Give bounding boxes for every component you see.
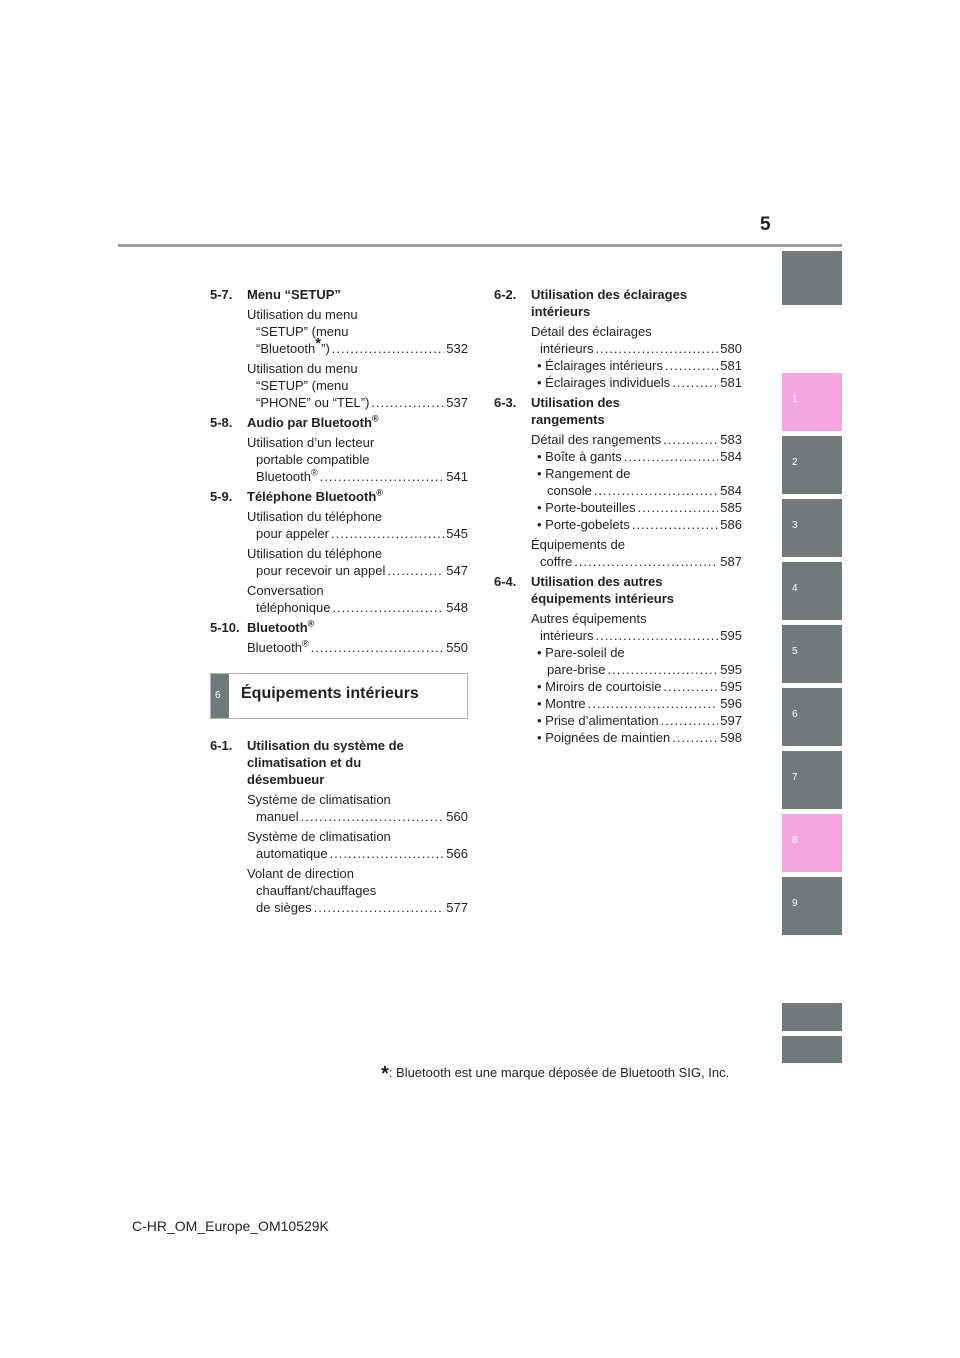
page-ref: 595: [720, 628, 742, 643]
side-tab-3[interactable]: 3: [782, 499, 842, 557]
toc-bullet-item[interactable]: • Rangement de console ..... 584: [531, 465, 742, 499]
page-ref: 595: [720, 662, 742, 677]
page-ref: 585: [720, 500, 742, 515]
section-6-1[interactable]: 6-1. Utilisation du système de climatisation et du désembueur: [210, 738, 404, 787]
toc-bullet-item[interactable]: • Porte-bouteilles ..... 585: [531, 499, 742, 516]
section-6-4[interactable]: 6-4. Utilisation des autres équipements intérieurs: [494, 574, 675, 606]
toc-entry[interactable]: Utilisation du téléphone pour recevoir un appel ..... 547: [210, 545, 468, 579]
asterisk-mark: *: [381, 1063, 389, 1085]
page-ref: 596: [720, 696, 742, 711]
page-ref: 581: [720, 375, 742, 390]
toc-bullet-item[interactable]: • Prise d’alimentation ..... 597: [531, 712, 742, 729]
chapter-heading-6[interactable]: [210, 673, 468, 719]
page-number: 5: [760, 214, 771, 235]
page-ref: 597: [720, 713, 742, 728]
page-ref: 580: [720, 341, 742, 356]
toc-entry[interactable]: Utilisation du menu “SETUP” (menu “Bluetooth*”) ..... 532: [210, 306, 468, 357]
registered-mark: ®: [307, 618, 315, 629]
page-ref: 532: [446, 341, 468, 356]
toc-entry[interactable]: Système de climatisation automatique ..... 566: [210, 828, 468, 862]
toc-bullet-item[interactable]: • Pare-soleil de pare-brise ..... 595: [531, 644, 742, 678]
section-5-8[interactable]: 5-8. Audio par Bluetooth®: [210, 413, 379, 430]
page-ref: 583: [720, 432, 742, 447]
toc-bullet-item[interactable]: • Éclairages intérieurs ..... 581: [531, 357, 742, 374]
page-ref: 581: [720, 358, 742, 373]
toc-column-left: [210, 286, 468, 659]
toc-entry[interactable]: Système de climatisation manuel ..... 560: [210, 791, 468, 825]
page-ref: 541: [446, 469, 468, 484]
toc-bullet-item[interactable]: • Boîte à gants ..... 584: [531, 448, 742, 465]
page-ref: 584: [720, 449, 742, 464]
toc-entry[interactable]: Conversation téléphonique ..... 548: [210, 582, 468, 616]
toc-bullet-item[interactable]: • Poignées de maintien ..... 598: [531, 729, 742, 746]
toc-bullet-item[interactable]: • Porte-gobelets ..... 586: [531, 516, 742, 533]
registered-mark: ®: [310, 467, 318, 478]
page-ref: 566: [446, 846, 468, 861]
side-tab-6[interactable]: 6: [782, 688, 842, 746]
side-tab-9[interactable]: 9: [782, 877, 842, 935]
side-tab-bottom-1[interactable]: [782, 1003, 842, 1031]
toc-entry[interactable]: Bluetooth® ..... 550: [210, 639, 468, 656]
trademark-footnote: *: Bluetooth est une marque déposée de Bluetooth SIG, Inc.: [381, 1063, 730, 1085]
page-ref: 560: [446, 809, 468, 824]
registered-mark: ®: [301, 638, 309, 649]
page-ref: 547: [446, 563, 468, 578]
toc-entry[interactable]: Utilisation d’un lecteur portable compatible Bluetooth® ..... 541: [210, 434, 468, 485]
side-tab-2[interactable]: 2: [782, 436, 842, 494]
registered-mark: ®: [371, 413, 379, 424]
page-ref: 577: [446, 900, 468, 915]
toc-entry[interactable]: Utilisation du menu “SETUP” (menu “PHONE” ou “TEL”) ..... 537: [210, 360, 468, 411]
section-6-2[interactable]: 6-2. Utilisation des éclairages intérieurs: [494, 287, 688, 319]
page-ref: 548: [446, 600, 468, 615]
page-ref: 537: [446, 395, 468, 410]
page-ref: 584: [720, 483, 742, 498]
toc-entry[interactable]: Équipements de coffre ..... 587: [494, 536, 742, 570]
side-tab-7[interactable]: 7: [782, 751, 842, 809]
side-tab-top[interactable]: [782, 251, 842, 305]
toc-bullet-item[interactable]: • Miroirs de courtoisie ..... 595: [531, 678, 742, 695]
chapter-number-badge: 6: [211, 674, 229, 718]
section-6-3[interactable]: 6-3. Utilisation des rangements: [494, 395, 620, 427]
document-id: C-HR_OM_Europe_OM10529K: [132, 1218, 329, 1234]
side-tab-bottom-2[interactable]: [782, 1036, 842, 1063]
page-ref: 545: [446, 526, 468, 541]
section-5-9[interactable]: 5-9. Téléphone Bluetooth®: [210, 487, 383, 504]
side-tab-8[interactable]: 8: [782, 814, 842, 872]
page-ref: 550: [446, 640, 468, 655]
toc-entry[interactable]: Détail des rangements ..... 583 • Boîte à gants ..... 584 • Rangement de console ..... 584 • Porte-bouteilles ..... 585 • Porte-gobelets ..... 586: [494, 431, 742, 533]
side-tab-5[interactable]: 5: [782, 625, 842, 683]
chapter-title: Équipements intérieurs: [241, 685, 419, 702]
toc-bullet-item[interactable]: • Éclairages individuels ..... 581: [531, 374, 742, 391]
toc-entry[interactable]: Volant de direction chauffant/chauffages de sièges ..... 577: [210, 865, 468, 916]
header-rule: [118, 244, 842, 247]
page-ref: 598: [720, 730, 742, 745]
toc-entry[interactable]: Autres équipements intérieurs ..... 595 • Pare-soleil de pare-brise ..... 595 • Miroirs de courtoisie ..... 595 • Montre ..... 596 • Prise d’alimentation ..... 597 • Poignées de maintien ..... 598: [494, 610, 742, 746]
section-5-7[interactable]: 5-7. Menu “SETUP”: [210, 287, 341, 302]
page-ref: 587: [720, 554, 742, 569]
toc-entry[interactable]: Détail des éclairages intérieurs ..... 580 • Éclairages intérieurs ..... 581 • Éclairages individuels ..... 581: [494, 323, 742, 391]
page-ref: 586: [720, 517, 742, 532]
section-5-10[interactable]: 5-10. Bluetooth®: [210, 618, 315, 635]
toc-entry[interactable]: Utilisation du téléphone pour appeler ..... 545: [210, 508, 468, 542]
toc-column-right: [494, 286, 742, 749]
page-ref: 595: [720, 679, 742, 694]
registered-mark: ®: [376, 487, 383, 498]
asterisk-mark: *: [315, 334, 322, 352]
toc-column-left-chapter6: [210, 737, 468, 919]
side-tab-4[interactable]: 4: [782, 562, 842, 620]
side-tab-1[interactable]: 1: [782, 373, 842, 431]
toc-bullet-item[interactable]: • Montre ..... 596: [531, 695, 742, 712]
